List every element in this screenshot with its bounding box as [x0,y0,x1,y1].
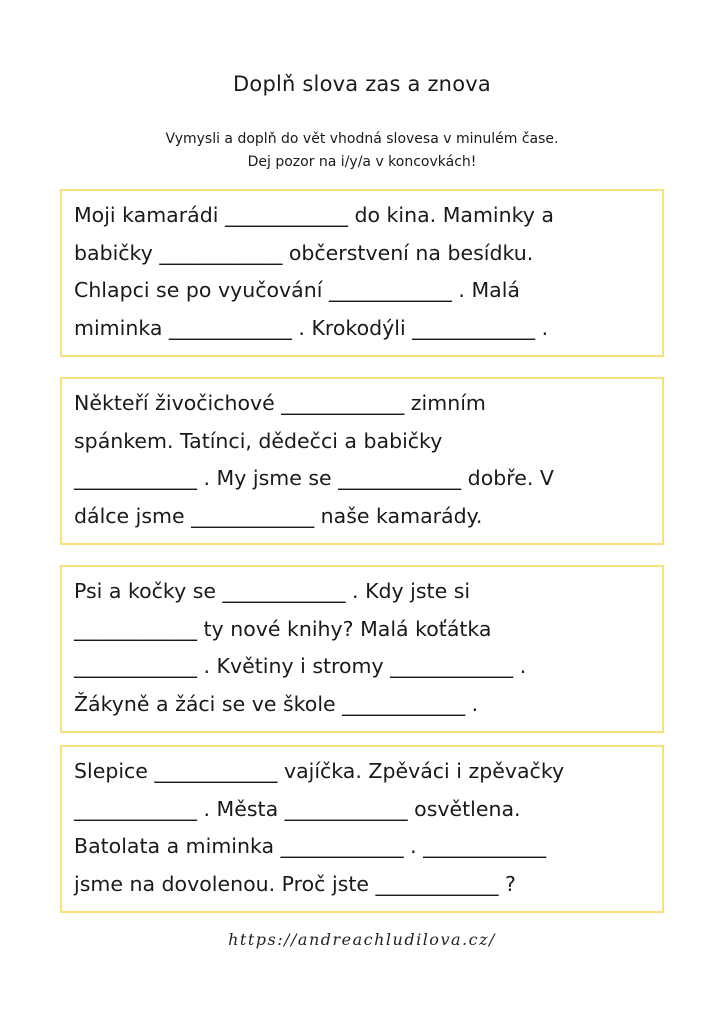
exercise-box-1 [60,189,664,357]
exercise-line: jsme na dovolenou. Proč jste ____________ ? [74,871,516,896]
exercise-box-4 [60,745,664,913]
exercise-line: ____________ . My jsme se ____________ dobře. V [74,466,554,490]
exercise-line: miminka ____________ . Krokodýli ____________ . [74,315,549,340]
exercise-line: Žákyně a žáci se ve škole ____________ . [74,691,479,716]
exercise-line: Moji kamarádi ____________ do kina. Maminky a [74,203,554,227]
exercise-line: Psi a kočky se ____________ . Kdy jste si [74,579,471,603]
exercise-line: ____________ . Květiny i stromy ____________ . [74,654,527,678]
page-title: Doplň slova zas a znova [233,72,491,96]
exercise-line: ____________ . Města ____________ osvětlena. [74,796,521,821]
exercise-line: dálce jsme ____________ naše kamarády. [74,503,483,528]
exercise-line: spánkem. Tatínci, dědečci a babičky [74,428,443,453]
footer-url: https://andreachludilova.cz/ [228,930,496,949]
exercise-line: Chlapci se po vyučování ____________ . Malá [74,278,520,302]
exercise-box-2 [60,377,664,545]
exercise-line: Někteří živočichové ____________ zimním [74,391,486,415]
exercise-line: Slepice ____________ vajíčka. Zpěváci i zpěvačky [74,759,565,783]
exercise-line: Batolata a miminka ____________ . ____________ [74,834,547,858]
instructions-line-2: Dej pozor na i/y/a v koncovkách! [247,154,477,170]
instructions [0,128,724,174]
exercise-line: babičky ____________ občerstvení na besídku. [74,240,534,265]
instructions-line-1: Vymysli a doplň do vět vhodná slovesa v minulém čase. [165,131,559,147]
exercise-box-3 [60,565,664,733]
exercise-line: ____________ ty nové knihy? Malá koťátka [74,616,492,641]
